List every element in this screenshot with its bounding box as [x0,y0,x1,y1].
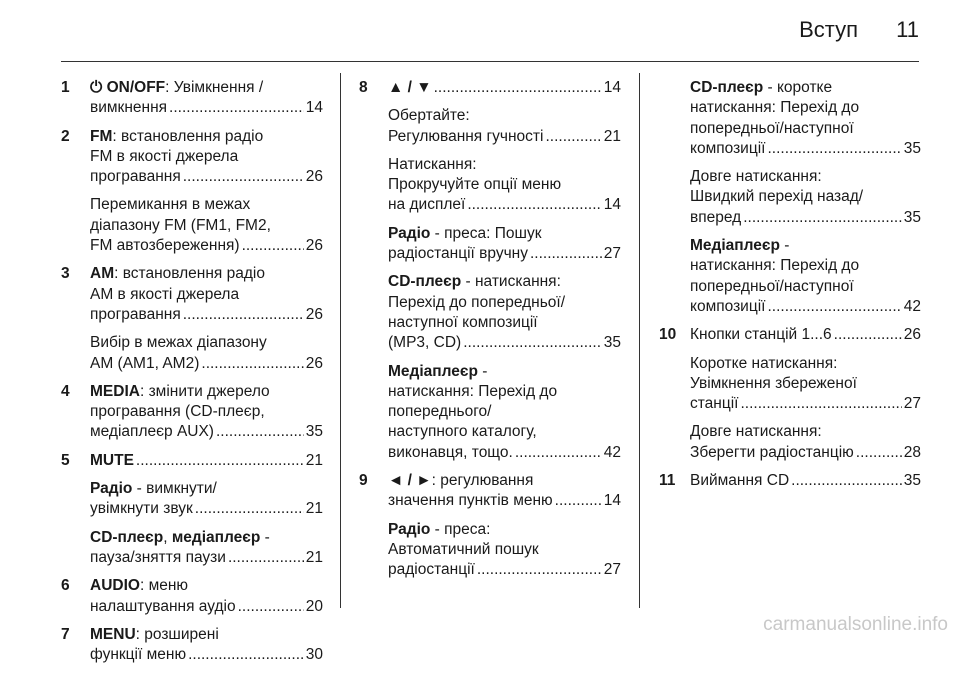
page-ref: 35 [305,423,323,441]
column-divider [340,73,341,608]
toc-line: (MP3, CD) ..... 35 [388,333,621,353]
entry-number: 2 [61,127,70,145]
page-ref: 35 [903,139,921,157]
toc-line: програвання ..... 26 [90,167,323,187]
toc-line: налаштування аудіо ..... 20 [90,597,323,617]
control-name: FM [90,127,113,145]
entry-11 [659,471,921,491]
power-icon: ⏻ [90,79,103,96]
watermark: carmanualsonline.info [763,614,948,635]
page-ref: 26 [305,168,323,186]
toc-line: виконавця, тощо. ..... 42 [388,443,621,463]
page-ref: 27 [603,561,621,579]
toc-line: значення пунктів меню ..... 14 [388,491,621,511]
entry-4: 4 MEDIA: змінити джерело програвання (CD-плеєр, медіаплеєр AUX) ..... 35 [61,382,323,443]
entry-number: 9 [359,472,368,490]
toc-line: композиції ..... 42 [690,297,921,317]
header-divider [61,61,919,62]
toc-line: радіостанції вручну ..... 27 [388,244,621,264]
toc-line [388,78,621,98]
entry-number: 7 [61,625,70,643]
entry-3: 3 AM: встановлення радіо AM в якості джерела програвання ..... 26 Вибір в межах діапазону AM (AM1, AM2) ..... 26 [61,264,323,373]
control-name: AM [90,265,115,283]
page-ref: 42 [903,297,921,315]
arrow-up-down-icon: ▲ / ▼ [388,79,432,96]
toc-line: медіаплеєр AUX) ..... 35 [90,422,323,442]
entry-5: 5 MUTE ..... 21 Радіо - вимкнути/ увімкнути звук ..... 21 CD-плеєр, медіаплеєр - пауза/зняття паузи ..... 21 [61,451,323,568]
toc-line: пауза/зняття паузи ..... 21 [90,548,323,568]
toc-line [90,451,323,471]
page-ref: 35 [903,208,921,226]
control-name: MENU [90,625,136,643]
column-2 [359,78,621,589]
entry-8: 8 ▲ / ▼ ..... 14 Обертайте: Регулювання гучності ..... 21 Натискання: Прокручуйте опції меню на дисплеї ..... 14 Радіо - преса: Пошук радіостанції вручну ..... 27 CD-плеєр - натискання: Перехід до попередньої/ наступної композиції (MP3, CD) ..... 35 Медіаплеєр - натискання: Перехід до попереднього/ наступного каталогу, виконавця, тощо. ..... 42 [359,78,621,463]
arrow-left-right-icon: ◄ / ► [388,472,432,490]
column-divider [639,73,640,608]
page-ref: 27 [603,245,621,263]
entry-number: 1 [61,79,70,96]
page-ref: 14 [603,196,621,214]
toc-line: функції меню ..... 30 [90,645,323,665]
entry-number: 3 [61,265,70,283]
entry-number: 4 [61,382,70,400]
page-ref: 14 [603,79,621,96]
page-ref: 26 [903,326,921,344]
page-ref: 27 [903,395,921,413]
page-ref: 35 [603,334,621,352]
toc-line: Кнопки станцій 1...6 ..... 26 [690,325,921,345]
page-ref: 26 [305,354,323,372]
entry-10: 10 Кнопки станцій 1...6 ..... 26 Коротке натискання: Увімкнення збереженої станції ..... 27 Довге натискання: Зберегти радіостанцію ..... 28 [659,325,921,463]
page-number: 11 [896,17,919,42]
toc-line: AM (AM1, AM2) ..... 26 [90,354,323,374]
page-header [0,0,960,60]
page-ref: 14 [305,99,323,117]
control-name: MUTE [90,451,134,469]
entry-7: 7 MENU: розширені функції меню ..... 30 [61,625,323,666]
control-name: AUDIO [90,577,140,595]
page-ref: 21 [305,548,323,566]
toc-line: Виймання CD ..... 35 [690,471,921,491]
entry-number: 11 [659,472,676,490]
page-ref: 42 [603,443,621,461]
toc-line: радіостанції ..... 27 [388,560,621,580]
page-ref: 26 [305,237,323,255]
entry-number: 6 [61,577,70,595]
control-name: MEDIA [90,382,140,400]
entry-number: 10 [659,326,677,344]
toc-line: станції ..... 27 [690,394,921,414]
page-ref: 26 [305,305,323,323]
page-ref: 30 [305,646,323,664]
entry-2: 2 FM: встановлення радіо FM в якості джерела програвання ..... 26 Перемикання в межах діапазону FM (FM1, FM2, FM автозбереження) ..... 26 [61,127,323,257]
toc-line: Зберегти радіостанцію ..... 28 [690,443,921,463]
page-ref: 21 [305,451,323,469]
toc-line: FM автозбереження) ..... 26 [90,236,323,256]
toc-line: на дисплеї ..... 14 [388,195,621,215]
page-ref: 14 [603,492,621,510]
page-ref: 28 [903,443,921,461]
toc-line: композиції ..... 35 [690,139,921,159]
toc-line: Регулювання гучності ..... 21 [388,127,621,147]
entry-6: 6 AUDIO: меню налаштування аудіо ..... 20 [61,576,323,617]
page-ref: 21 [603,127,621,145]
column-1 [61,78,323,673]
page-ref: 20 [305,597,323,615]
entry-number: 8 [359,79,368,96]
entry-9: 9 ◄ / ►: регулювання значення пунктів меню ..... 14 Радіо - преса: Автоматичний пошук радіостанції ..... 27 [359,471,621,580]
entry-9-continued: CD-плеєр - коротке натискання: Перехід до попередньої/наступної композиції ..... 35 Довге натискання: Швидкий перехід назад/ вперед ..... 35 Медіаплеєр - натискання: Перехід до попередньої/наступної композиції ..... 42 [659,78,921,317]
toc-line: вперед ..... 35 [690,208,921,228]
page-ref: 35 [903,472,921,490]
toc-line: увімкнути звук ..... 21 [90,499,323,519]
entry-1: 1 ⏻ ON/OFF: Увімкнення / вимкнення ..... 14 [61,78,323,119]
toc-line: вимкнення ..... 14 [90,98,323,118]
control-name: ON/OFF [106,79,166,96]
column-3 [659,78,921,499]
page-title: Вступ [799,17,858,42]
entry-number: 5 [61,451,70,469]
toc-line: програвання ..... 26 [90,305,323,325]
page-ref: 21 [305,500,323,518]
